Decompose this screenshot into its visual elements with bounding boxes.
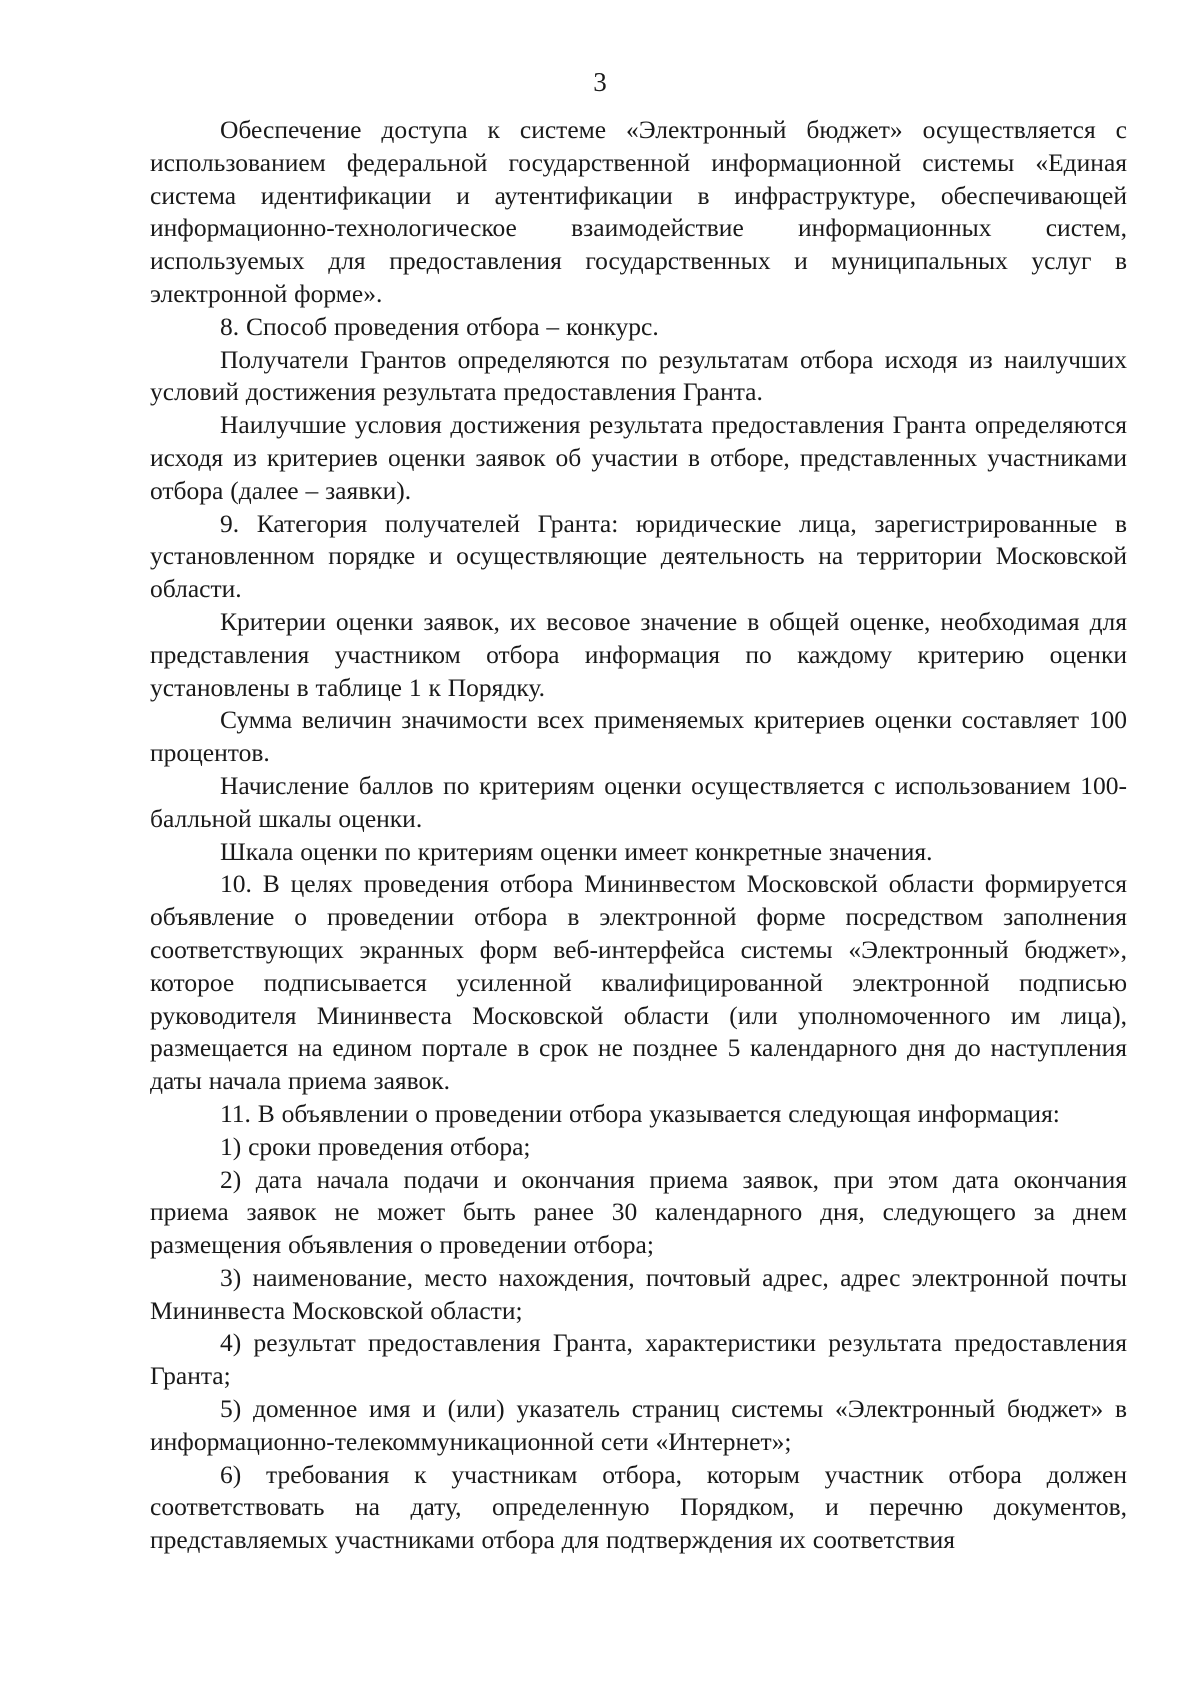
paragraph-criteria: Критерии оценки заявок, их весовое значение в общей оценке, необходимая для представления участником отбора информация по каждому критерию оценки установлены в таблице 1 к Порядку. xyxy=(150,606,1127,702)
list-item-3: 3) наименование, место нахождения, почтовый адрес, адрес электронной почты Мининвеста Московской области; xyxy=(150,1262,1127,1325)
paragraph-item-8: 8. Способ проведения отбора – конкурс. xyxy=(220,311,659,341)
page-number: 3 xyxy=(593,67,607,97)
list-item-1: 1) сроки проведения отбора; xyxy=(220,1131,531,1161)
paragraph-grant-recipients: Получатели Грантов определяются по результатам отбора исходя из наилучших условий достижения результата предоставления Гранта. xyxy=(150,344,1127,407)
paragraph-best-conditions: Наилучшие условия достижения результата предоставления Гранта определяются исходя из критериев оценки заявок об участии в отборе, представленных участниками отбора (далее – заявки). xyxy=(150,410,1127,505)
list-item-5: 5) доменное имя и (или) указатель страниц системы «Электронный бюджет» в информационно-телекоммуникационной сети «Интернет»; xyxy=(150,1394,1127,1456)
paragraph-esia-access: Обеспечение доступа к системе «Электронный бюджет» осуществляется с использованием федеральной государственной информационной системы «Единая система идентификации и аутентификации в инфраструктуре, обеспечивающей информационно-технологическое взаимодействие информационных систем, используемых для предоставления государственных и муниципальных услуг в электронной форме». xyxy=(150,115,1127,308)
paragraph-scale: Шкала оценки по критериям оценки имеет конкретные значения. xyxy=(220,836,933,866)
paragraph-weight-sum: Сумма величин значимости всех применяемых критериев оценки составляет 100 процентов. xyxy=(150,705,1127,768)
paragraph-scoring: Начисление баллов по критериям оценки осуществляется с использованием 100-балльной шкалы оценки. xyxy=(150,770,1127,833)
list-item-6: 6) требования к участникам отбора, которым участник отбора должен соответствовать на дату, определенную Порядком, и перечню документов, представляемых участниками отбора для подтверждения их соответствия xyxy=(150,1459,1127,1555)
document-body xyxy=(150,114,1127,1557)
list-item-2: 2) дата начала подачи и окончания приема заявок, при этом дата окончания приема заявок не может быть ранее 30 календарного дня, следующего за днем размещения объявления о проведении отбора; xyxy=(150,1164,1127,1260)
paragraph-item-9: 9. Категория получателей Гранта: юридические лица, зарегистрированные в установленном порядке и осуществляющие деятельность на территории Московской области. xyxy=(150,508,1127,604)
paragraph-item-11: 11. В объявлении о проведении отбора указывается следующая информация: xyxy=(220,1098,1060,1128)
paragraph-item-10: 10. В целях проведения отбора Мининвестом Московской области формируется объявление о проведении отбора в электронной форме посредством заполнения соответствующих экранных форм веб-интерфейса системы «Электронный бюджет», которое подписывается усиленной квалифицированной электронной подписью руководителя Мининвеста Московской области (или уполномоченного им лица), размещается на едином портале в срок не позднее 5 календарного дня до наступления даты начала приема заявок. xyxy=(150,869,1127,1096)
list-item-4: 4) результат предоставления Гранта, характеристики результата предоставления Гранта; xyxy=(150,1328,1127,1391)
